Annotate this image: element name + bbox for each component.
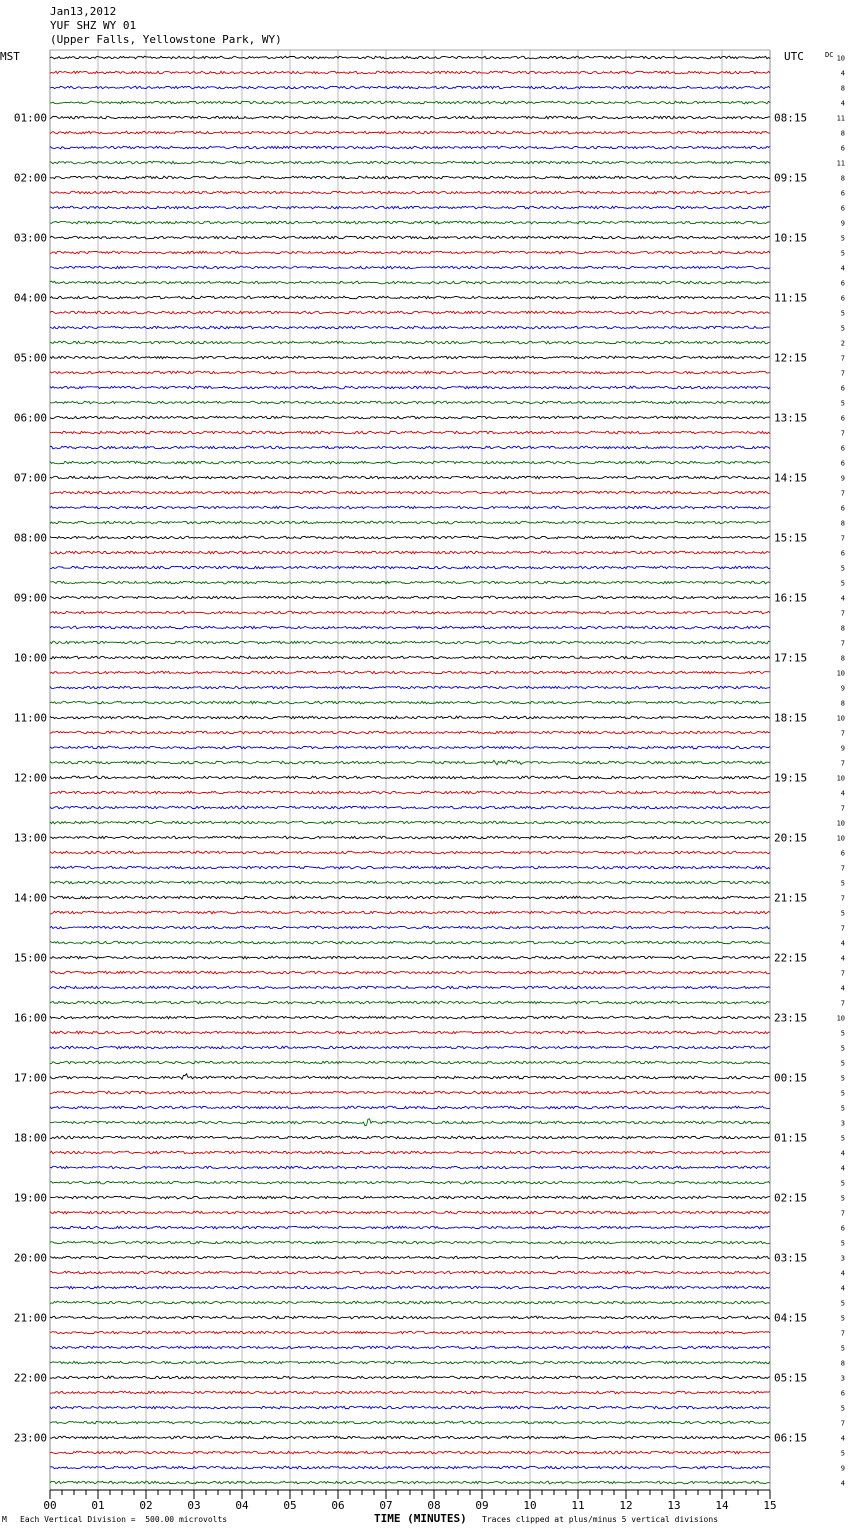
trace-line [50,281,770,284]
trace-line [50,926,770,929]
trace-line [50,176,770,179]
trace-line [50,760,770,765]
dc-offset-label: 5 [840,1299,845,1308]
dc-offset-label: 4 [840,594,845,603]
dc-offset-label: 9 [840,219,845,228]
dc-offset-label: 5 [840,1029,845,1038]
dc-offset-label: 6 [840,144,845,153]
dc-offset-label: 8 [840,174,845,183]
mst-hour-label: 01:00 [13,111,47,125]
trace-line [50,941,770,944]
trace-line [50,851,770,854]
trace-line [50,296,770,299]
trace-line [50,191,770,194]
trace-line [50,1346,770,1349]
trace-line [50,746,770,749]
utc-hour-label: 21:15 [774,891,808,905]
dc-offset-label: 10 [836,834,845,843]
dc-offset-label: 4 [840,99,845,108]
trace-line [50,956,770,959]
trace-line [50,266,770,269]
dc-offset-label: 6 [840,849,845,858]
dc-offset-label: 5 [840,249,845,258]
x-tick-label: 11 [571,1499,585,1512]
dc-offset-label: 5 [840,1239,845,1248]
dc-offset-label: 6 [840,294,845,303]
dc-offset-label: 4 [840,939,845,948]
dc-offset-label: 7 [840,1329,845,1338]
utc-hour-label: 10:15 [774,231,808,245]
trace-line [50,971,770,974]
trace-line [50,1196,770,1199]
dc-offset-label: 7 [840,489,845,498]
utc-hour-label: 04:15 [774,1311,808,1325]
x-tick-label: 03 [187,1499,201,1512]
trace-line [50,1451,770,1454]
trace-line [50,596,770,599]
dc-offset-label: 7 [840,1419,845,1428]
trace-line [50,506,770,509]
x-tick-label: 12 [619,1499,633,1512]
dc-offset-label: 4 [840,1284,845,1293]
x-tick-label: 07 [379,1499,393,1512]
utc-hour-label: 16:15 [774,591,808,605]
trace-line [50,1301,770,1304]
scale-note: Each Vertical Division = 500.00 microvolts [20,1515,228,1524]
dc-offset-label: 8 [840,129,845,138]
trace-line [50,341,770,344]
utc-hour-label: 08:15 [774,111,808,125]
trace-line [50,1406,770,1409]
trace-line [50,776,770,779]
trace-line [50,1316,770,1319]
dc-offset-label: 7 [840,609,845,618]
mst-hour-label: 07:00 [13,471,47,485]
dc-offset-label: 6 [840,189,845,198]
trace-line [50,416,770,419]
trace-line [50,821,770,824]
trace-line [50,86,770,89]
trace-line [50,1286,770,1289]
trace-line [50,686,770,689]
trace-line [50,1016,770,1019]
dc-offset-label: 7 [840,864,845,873]
dc-offset-label: 5 [840,1059,845,1068]
dc-offset-label: 10 [836,1014,845,1023]
utc-hour-label: 17:15 [774,651,808,665]
trace-line [50,1166,770,1169]
x-tick-label: 10 [523,1499,537,1512]
dc-offset-label: 7 [840,924,845,933]
trace-line [50,1091,770,1094]
dc-offset-label: 3 [840,1254,845,1263]
dc-offset-label: 5 [840,399,845,408]
dc-offset-label: 5 [840,879,845,888]
trace-line [50,806,770,809]
mst-hour-label: 21:00 [13,1311,47,1325]
dc-offset-label: 4 [840,984,845,993]
trace-line [50,1256,770,1259]
dc-offset-label: 4 [840,264,845,273]
mst-hour-label: 14:00 [13,891,47,905]
trace-line [50,1119,770,1126]
utc-hour-label: 13:15 [774,411,808,425]
trace-line [50,431,770,434]
utc-hour-label: 02:15 [774,1191,808,1205]
dc-offset-label: 6 [840,204,845,213]
trace-line [50,311,770,314]
trace-group [50,56,770,1484]
corner-mark: M [2,1515,7,1524]
mst-hour-label: 23:00 [13,1431,47,1445]
mst-hour-label: 12:00 [13,771,47,785]
mst-hour-label: 09:00 [13,591,47,605]
x-tick-label: 08 [427,1499,441,1512]
dc-offset-label: 5 [840,324,845,333]
dc-offset-label: 7 [840,804,845,813]
dc-offset-label: 10 [836,714,845,723]
mst-hour-label: 10:00 [13,651,47,665]
dc-offset-label: 5 [840,1449,845,1458]
x-tick-label: 00 [43,1499,57,1512]
trace-line [50,326,770,329]
trace-line [50,251,770,254]
mst-hour-label: 08:00 [13,531,47,545]
trace-line [50,521,770,524]
dc-offset-label: 4 [840,1149,845,1158]
trace-line [50,206,770,209]
trace-line [50,881,770,884]
time-axis-label: TIME (MINUTES) [374,1512,467,1525]
dc-offset-label: 11 [836,114,845,123]
dc-offset-label: 4 [840,1434,845,1443]
trace-line [50,1436,770,1439]
trace-line [50,56,770,59]
dc-offset-label: 3 [840,1119,845,1128]
trace-line [50,161,770,164]
dc-offset-label: 7 [840,1209,845,1218]
dc-offset-label: 5 [840,1104,845,1113]
dc-offset-label: 5 [840,234,845,243]
dc-label: DC [825,51,834,59]
dc-offset-label: 9 [840,684,845,693]
trace-line [50,491,770,494]
dc-offset-label: 4 [840,789,845,798]
mst-hour-label: 17:00 [13,1071,47,1085]
dc-offset-label: 5 [840,1089,845,1098]
right-axis-title: UTC [784,50,804,63]
dc-offset-label: 8 [840,699,845,708]
dc-offset-label: 7 [840,894,845,903]
mst-hour-label: 22:00 [13,1371,47,1385]
dc-offset-label: 5 [840,1314,845,1323]
trace-line [50,1331,770,1334]
dc-offset-label: 4 [840,69,845,78]
trace-line [50,1361,770,1364]
mst-hour-label: 16:00 [13,1011,47,1025]
trace-line [50,1106,770,1109]
trace-line [50,386,770,389]
x-tick-label: 15 [763,1499,777,1512]
dc-offset-label: 10 [836,774,845,783]
trace-line [50,641,770,644]
axes [0,50,845,1512]
trace-line [50,716,770,719]
trace-line [50,671,770,674]
mst-hour-label: 15:00 [13,951,47,965]
dc-offset-label: 4 [840,1164,845,1173]
utc-hour-label: 22:15 [774,951,808,965]
dc-offset-label: 5 [840,909,845,918]
trace-line [50,1061,770,1064]
utc-hour-label: 18:15 [774,711,808,725]
trace-line [50,131,770,134]
dc-offset-label: 8 [840,654,845,663]
dc-offset-label: 5 [840,579,845,588]
mst-hour-label: 05:00 [13,351,47,365]
trace-line [50,1136,770,1139]
mst-hour-label: 03:00 [13,231,47,245]
dc-offset-label: 8 [840,624,845,633]
x-tick-label: 14 [715,1499,729,1512]
trace-line [50,476,770,479]
trace-line [50,701,770,704]
trace-line [50,116,770,119]
trace-line [50,626,770,629]
dc-offset-label: 5 [840,309,845,318]
mst-hour-label: 02:00 [13,171,47,185]
dc-offset-label: 5 [840,1404,845,1413]
trace-line [50,536,770,539]
dc-offset-label: 7 [840,354,845,363]
dc-offset-label: 11 [836,159,845,168]
utc-hour-label: 03:15 [774,1251,808,1265]
trace-line [50,731,770,734]
dc-offset-label: 10 [836,819,845,828]
left-axis-title: MST [0,50,20,63]
trace-line [50,581,770,584]
dc-offset-label: 5 [840,1134,845,1143]
trace-line [50,1226,770,1229]
dc-offset-label: 7 [840,969,845,978]
dc-offset-label: 6 [840,1389,845,1398]
mst-hour-label: 11:00 [13,711,47,725]
trace-line [50,221,770,224]
trace-line [50,1376,770,1379]
mst-hour-label: 19:00 [13,1191,47,1205]
utc-hour-label: 05:15 [774,1371,808,1385]
trace-line [50,101,770,104]
clip-note: Traces clipped at plus/minus 5 vertical divisions [482,1515,719,1524]
dc-offset-label: 7 [840,534,845,543]
utc-hour-label: 00:15 [774,1071,808,1085]
utc-hour-label: 06:15 [774,1431,808,1445]
trace-line [50,1421,770,1424]
trace-line [50,236,770,239]
mst-hour-label: 20:00 [13,1251,47,1265]
dc-offset-label: 5 [840,564,845,573]
trace-line [50,146,770,149]
mst-hour-label: 18:00 [13,1131,47,1145]
dc-offset-label: 7 [840,369,845,378]
trace-line [50,656,770,659]
trace-line [50,866,770,869]
dc-offset-label: 2 [840,339,845,348]
utc-hour-label: 11:15 [774,291,808,305]
x-tick-label: 02 [139,1499,153,1512]
mst-hour-label: 13:00 [13,831,47,845]
dc-offset-label: 5 [840,1194,845,1203]
dc-offset-label: 6 [840,459,845,468]
trace-line [50,911,770,914]
dc-offset-label: 4 [840,954,845,963]
dc-offset-label: 10 [836,669,845,678]
trace-line [50,1181,770,1184]
dc-offset-label: 8 [840,519,845,528]
x-tick-label: 06 [331,1499,345,1512]
utc-hour-label: 14:15 [774,471,808,485]
trace-line [50,611,770,614]
dc-offset-label: 4 [840,1479,845,1488]
trace-line [50,566,770,569]
dc-offset-label: 10 [836,54,845,63]
dc-offset-label: 6 [840,504,845,513]
utc-hour-label: 15:15 [774,531,808,545]
dc-offset-label: 7 [840,639,845,648]
dc-offset-label: 4 [840,1269,845,1278]
dc-offset-label: 8 [840,1359,845,1368]
dc-offset-label: 6 [840,279,845,288]
dc-offset-label: 7 [840,759,845,768]
trace-line [50,986,770,989]
mst-hour-label: 06:00 [13,411,47,425]
trace-line [50,1466,770,1469]
trace-line [50,1211,770,1214]
utc-hour-label: 19:15 [774,771,808,785]
utc-hour-label: 12:15 [774,351,808,365]
x-tick-label: 09 [475,1499,489,1512]
trace-line [50,461,770,464]
dc-offset-label: 9 [840,474,845,483]
trace-line [50,1241,770,1244]
trace-line [50,1481,770,1484]
trace-line [50,836,770,839]
dc-offset-label: 6 [840,384,845,393]
dc-offset-label: 7 [840,729,845,738]
header-location: (Upper Falls, Yellowstone Park, WY) [50,33,282,46]
trace-line [50,1074,770,1080]
dc-offset-label: 8 [840,84,845,93]
x-tick-label: 13 [667,1499,681,1512]
trace-line [50,896,770,899]
x-tick-label: 05 [283,1499,297,1512]
trace-line [50,446,770,449]
trace-line [50,1271,770,1274]
trace-line [50,551,770,554]
x-tick-label: 04 [235,1499,249,1512]
dc-offset-label: 6 [840,444,845,453]
trace-line [50,1391,770,1394]
trace-line [50,1151,770,1154]
dc-offset-label: 6 [840,1224,845,1233]
dc-offset-label: 9 [840,1464,845,1473]
dc-offset-label: 5 [840,1344,845,1353]
header-station: YUF SHZ WY 01 [50,19,137,32]
trace-line [50,401,770,404]
dc-offset-label: 5 [840,1044,845,1053]
dc-offset-label: 3 [840,1374,845,1383]
utc-hour-label: 09:15 [774,171,808,185]
dc-offset-label: 5 [840,1179,845,1188]
trace-line [50,356,770,359]
mst-hour-label: 04:00 [13,291,47,305]
trace-line [50,1031,770,1034]
dc-offset-label: 7 [840,429,845,438]
dc-offset-label: 6 [840,414,845,423]
trace-line [50,1001,770,1004]
trace-line [50,71,770,74]
dc-offset-label: 6 [840,549,845,558]
utc-hour-label: 20:15 [774,831,808,845]
trace-line [50,1046,770,1049]
dc-offset-label: 7 [840,999,845,1008]
utc-hour-label: 01:15 [774,1131,808,1145]
header-date: Jan13,2012 [50,5,117,18]
dc-offset-label: 9 [840,744,845,753]
trace-line [50,791,770,794]
utc-hour-label: 23:15 [774,1011,808,1025]
trace-line [50,371,770,374]
x-tick-label: 01 [91,1499,105,1512]
dc-offset-label: 5 [840,1074,845,1083]
